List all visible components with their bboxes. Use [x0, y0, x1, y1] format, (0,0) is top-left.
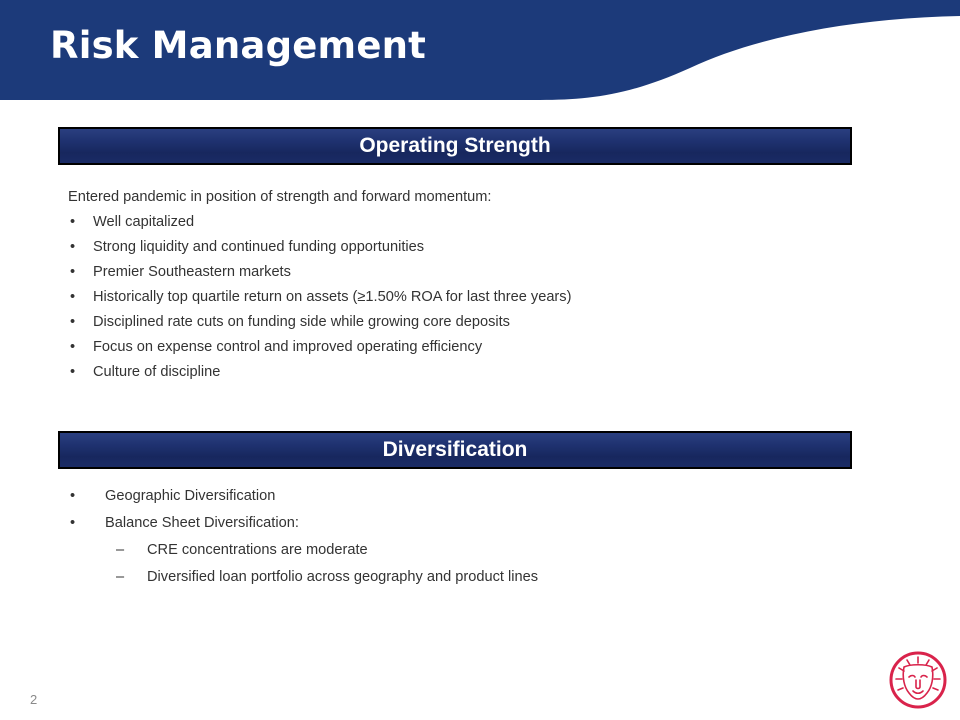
list-item	[68, 312, 848, 337]
section-heading-diversification: Diversification	[58, 431, 852, 469]
list-item	[68, 513, 848, 540]
list-item-text: Strong liquidity and continued funding opportunities	[93, 239, 425, 255]
list-item	[68, 237, 848, 262]
diversification-content	[68, 486, 848, 594]
list-item-text: Culture of discipline	[93, 364, 221, 380]
dash-glyph: –	[116, 569, 125, 585]
list-item	[68, 337, 848, 362]
list-item	[68, 212, 848, 237]
bullet-glyph: •	[70, 314, 76, 330]
sub-list-item	[68, 567, 848, 594]
bullet-glyph: •	[70, 264, 76, 280]
sub-list-item-text: CRE concentrations are moderate	[147, 542, 368, 558]
lion-head-icon	[888, 650, 948, 710]
list-item-text: Geographic Diversification	[105, 488, 276, 504]
operating-strength-intro: Entered pandemic in position of strength and forward momentum:	[68, 189, 492, 205]
page-title: Risk Management	[50, 24, 427, 67]
sub-list-item	[68, 540, 848, 567]
bullet-glyph: •	[70, 214, 76, 230]
bullet-glyph: •	[70, 364, 76, 380]
header-banner	[0, 0, 960, 110]
dash-glyph: –	[116, 542, 125, 558]
list-item	[68, 486, 848, 513]
list-item-text: Disciplined rate cuts on funding side while growing core deposits	[93, 314, 510, 330]
list-item	[68, 287, 848, 312]
list-item-text: Premier Southeastern markets	[93, 264, 291, 280]
operating-strength-content	[68, 187, 848, 387]
bullet-glyph: •	[70, 515, 76, 531]
bullet-glyph: •	[70, 239, 76, 255]
page-number: 2	[30, 692, 38, 707]
sub-list-item-text: Diversified loan portfolio across geography and product lines	[147, 569, 539, 585]
list-item-text: Well capitalized	[93, 214, 195, 230]
section-heading-operating-strength: Operating Strength	[58, 127, 852, 165]
list-item-text: Balance Sheet Diversification:	[105, 515, 299, 531]
list-item-text: Historically top quartile return on assets (≥1.50% ROA for last three years)	[93, 289, 572, 305]
bullet-glyph: •	[70, 339, 76, 355]
bullet-glyph: •	[70, 488, 76, 504]
list-item-text: Focus on expense control and improved operating efficiency	[93, 339, 483, 355]
bullet-glyph: •	[70, 289, 76, 305]
list-item	[68, 362, 848, 387]
list-item	[68, 262, 848, 287]
